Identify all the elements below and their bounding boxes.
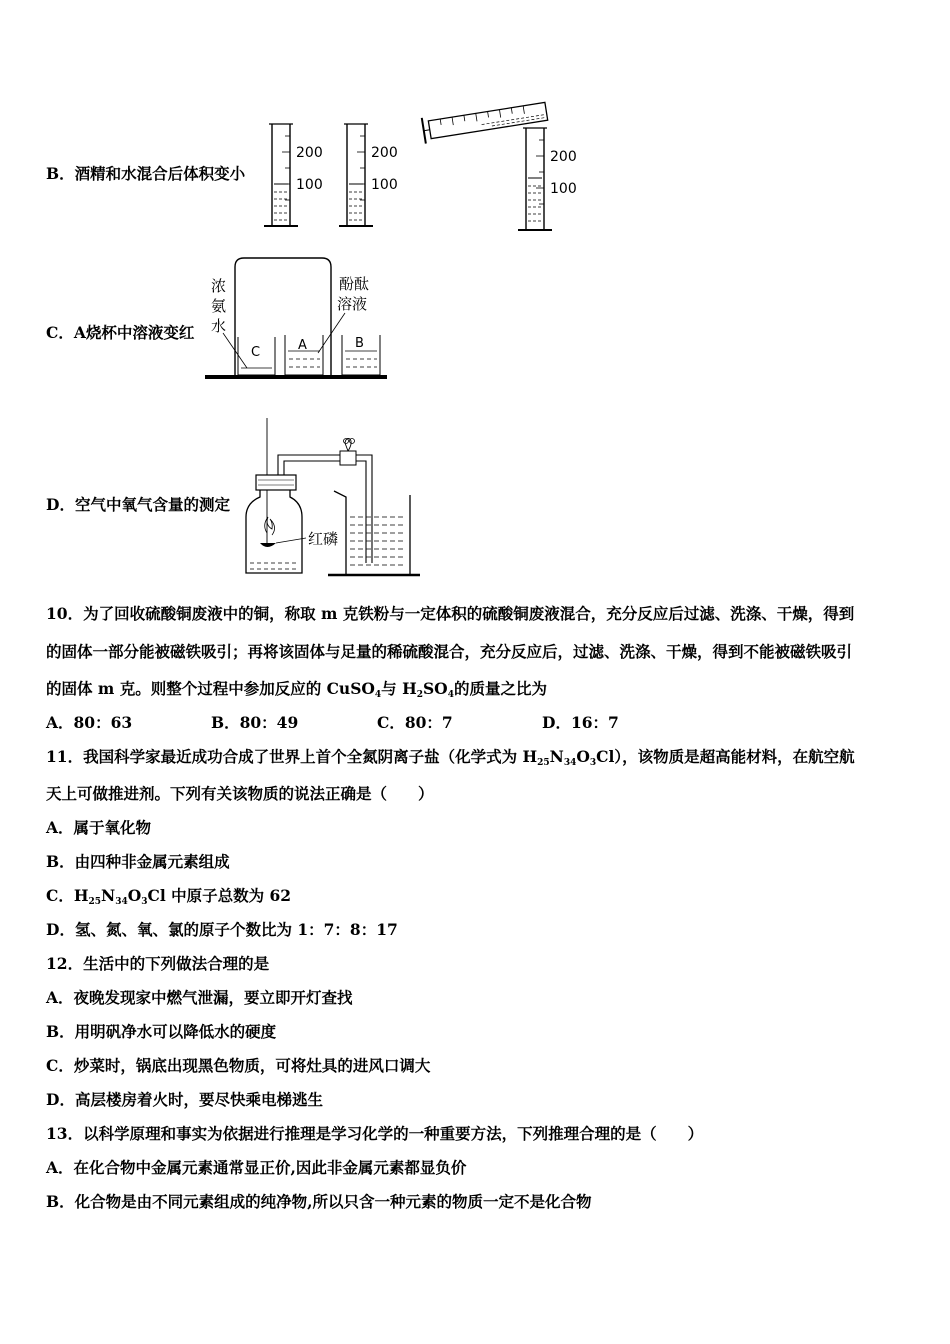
q10-line-3: 的固体 m 克。则整个过程中参加反应的 CuSO$_4$与 $H_2SO_4$的质量之比为	[46, 679, 547, 700]
q10-line-2: 的固体一部分能被磁铁吸引；再将该固体与足量的稀硫酸混合，充分反应后，过滤、洗涤、干燥，得到不能被磁铁吸引	[46, 642, 853, 661]
pouring-cylinder	[422, 98, 549, 143]
q11-option-b: B．由四种非金属元素组成	[46, 852, 230, 871]
figure-b-cylinders	[260, 104, 590, 239]
q11-line-1: 11．我国科学家最近成功合成了世界上首个全氮阴离子盐（化学式为 $H_{25}N_{34}O_3Cl$），该物质是超高能材料，在航空航	[46, 747, 855, 768]
q10-option-d: D．16：7	[542, 713, 619, 732]
svg-text:A: A	[298, 338, 307, 353]
svg-text:氨: 氨	[211, 297, 227, 315]
svg-text:100: 100	[296, 177, 323, 193]
svg-text:浓: 浓	[211, 277, 227, 295]
svg-text:C: C	[251, 345, 261, 360]
q11-option-a: A．属于氧化物	[46, 818, 152, 837]
q12-option-c: C．炒菜时，锅底出现黑色物质，可将灶具的进风口调大	[46, 1056, 431, 1075]
q10-option-c: C．80：7	[377, 713, 453, 732]
q12-option-a: A．夜晚发现家中燃气泄漏，要立即开灯查找	[46, 988, 353, 1007]
svg-text:B: B	[355, 336, 364, 351]
graduated-cylinder-3	[518, 128, 577, 230]
svg-text:200: 200	[550, 149, 577, 165]
svg-text:100: 100	[550, 181, 577, 197]
svg-text:红磷: 红磷	[308, 530, 339, 548]
svg-text:200: 200	[296, 145, 323, 161]
svg-text:溶液: 溶液	[337, 295, 368, 313]
q10-option-b: B．80：49	[211, 713, 299, 732]
graduated-cylinder-1	[264, 124, 323, 226]
q12-option-b: B．用明矾净水可以降低水的硬度	[46, 1022, 277, 1041]
graduated-cylinder-2	[339, 124, 398, 226]
q10-option-a: A．80：63	[46, 713, 133, 732]
figure-c-label: C．A烧杯中溶液变红	[46, 323, 195, 342]
q10-line-1: 10．为了回收硫酸铜废液中的铜，称取 m 克铁粉与一定体积的硫酸铜废液混合，充分反应后过滤、洗涤、干燥，得到	[46, 604, 855, 623]
svg-text:酚酞: 酚酞	[339, 275, 370, 293]
svg-text:200: 200	[371, 145, 398, 161]
svg-text:水: 水	[211, 317, 227, 335]
figure-d-oxygen-measurement	[242, 415, 427, 580]
q13-option-b: B．化合物是由不同元素组成的纯净物,所以只含一种元素的物质一定不是化合物	[46, 1192, 592, 1211]
q11-option-d: D．氢、氮、氧、氯的原子个数比为 1：7：8：17	[46, 920, 398, 939]
figure-c-ammonia-diffusion	[205, 255, 390, 385]
figure-d-label: D．空气中氧气含量的测定	[46, 495, 230, 514]
q11-option-c: C．$H_{25}N_{34}O_3Cl$ 中原子总数为 62	[46, 886, 292, 907]
q13-stem: 13．以科学原理和事实为依据进行推理是学习化学的一种重要方法，下列推理合理的是（ ）	[46, 1124, 704, 1143]
svg-text:100: 100	[371, 177, 398, 193]
q11-line-2: 天上可做推进剂。下列有关该物质的说法正确是（ ）	[46, 784, 434, 803]
q12-option-d: D．高层楼房着火时，要尽快乘电梯逃生	[46, 1090, 323, 1109]
q13-option-a: A．在化合物中金属元素通常显正价,因此非金属元素都显负价	[46, 1158, 467, 1177]
figure-b-label: B．酒精和水混合后体积变小	[46, 164, 246, 183]
q12-stem: 12．生活中的下列做法合理的是	[46, 954, 270, 973]
